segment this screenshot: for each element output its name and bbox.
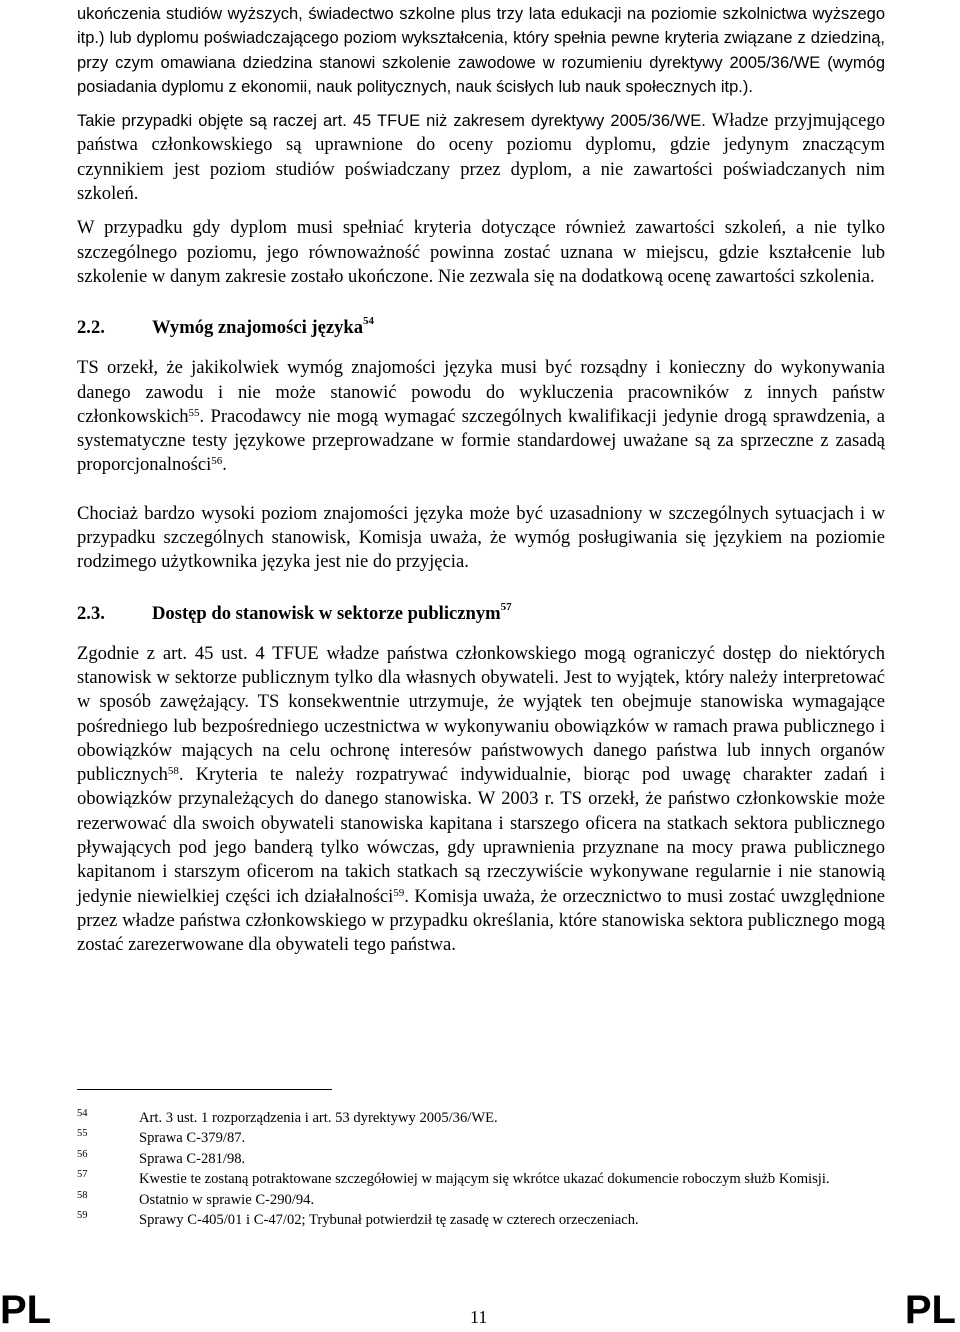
footnote-item bbox=[77, 1108, 885, 1128]
paragraph-text: TS orzekł, że jakikolwiek wymóg znajomości języka musi być rozsądny i konieczny do wykonywania danego zawodu i nie może stanowić powodu do wykluczenia pracowników z innych państw członkowskich bbox=[77, 357, 885, 427]
paragraph-public-sector bbox=[77, 642, 885, 958]
footnote-ref: 59 bbox=[393, 886, 405, 899]
footnote-ref: 56 bbox=[211, 455, 223, 468]
paragraph-text-sans: Takie przypadki objęte są raczej art. 45 TFUE niż zakresem dyrektywy 2005/36/WE. bbox=[77, 112, 706, 131]
paragraph-training-equivalence bbox=[77, 216, 885, 289]
paragraph-text: ukończenia studiów wyższych, świadectwo szkolne plus trzy lata edukacji na poziomie szkolnictwa wyższego itp.) lub dyplomu poświadczającego poziom wykształcenia, który spełnia pewne kryteria związane z dziedziną, przy czym omawiana dziedzina stanowi szkolenie zawodowe w rozumieniu dyrektywy 2005/36/WE (wymóg posiadania dyplomu z ekonomii, nauk politycznych, nauk ścisłych lub nauk społecznych itp.). bbox=[77, 5, 885, 96]
page-number: 11 bbox=[470, 1307, 488, 1327]
footnote-number: 58 bbox=[77, 1189, 88, 1201]
section-title-text: Wymóg znajomości języka bbox=[152, 317, 364, 339]
paragraph-text: . Pracodawcy nie mogą wymagać szczególnych kwalifikacji jedynie drogą sprawdzenia, a systematyczne testy językowe przeprowadzane w formie standardowej uważane są za sprzeczne z zasadą proporcjonalności bbox=[77, 405, 885, 476]
footnotes bbox=[77, 1108, 885, 1230]
footnote-ref: 57 bbox=[500, 600, 512, 613]
footnote-ref: 58 bbox=[167, 765, 179, 778]
paragraph-text-serif: Władze przyjmującego państwa członkowskiego są uprawnione do oceny poziomu dyplomu, gdzie jedynym znaczącym czynnikiem jest poziom studiów poświadczany przez dyplom, a nie zawartości poświadczanych nim szkoleń. bbox=[77, 110, 885, 205]
paragraph-native-level bbox=[77, 502, 885, 575]
paragraph-text: Zgodnie z art. 45 ust. 4 TFUE władze państwa członkowskiego mogą ograniczyć dostęp do niektórych stanowisk w sektorze publicznym tylko dla własnych obywateli. Jest to wyjątek, który należy interpretować w sposób zawężający. TS konsekwentnie utrzymuje, że wyjątek ten obejmuje stanowiska wymagające pośredniego lub bezpośredniego uczestnictwa w wykonywaniu obowiązków w ramach prawa publicznego i obowiązków mających na celu ochronę interesów państwowych danego państwa lub innych organów publicznych bbox=[77, 642, 885, 786]
footnote-text: Sprawy C-405/01 i C-47/02; Trybunał potwierdził tę zasadę w czterech orzeczeniach. bbox=[139, 1212, 639, 1229]
paragraph-diploma-criteria bbox=[77, 2, 885, 99]
footnote-text: Sprawa C-379/87. bbox=[139, 1130, 246, 1147]
section-title-text: Dostęp do stanowisk w sektorze publicznym bbox=[152, 602, 501, 624]
section-title bbox=[152, 316, 374, 340]
footnote-ref: 55 bbox=[188, 406, 200, 419]
paragraph-language-requirement bbox=[77, 356, 885, 477]
footnote-item bbox=[77, 1169, 885, 1189]
document-body bbox=[77, 0, 885, 958]
paragraph-text: . Komisja uważa, że orzecznictwo to musi zostać uwzględnione przez władze państwa członkowskiego w przypadku określania, które stanowiska sektora publicznego mogą zostać zarezerwowane dla obywateli tego państwa. bbox=[77, 885, 885, 956]
footnote-item bbox=[77, 1210, 885, 1230]
section-heading-2-3 bbox=[77, 602, 885, 626]
footnote-number: 55 bbox=[77, 1128, 88, 1140]
footnote-text: Art. 3 ust. 1 rozporządzenia i art. 53 dyrektywy 2005/36/WE. bbox=[139, 1110, 498, 1126]
footnote-ref: 54 bbox=[363, 315, 375, 328]
section-number: 2.2. bbox=[77, 317, 105, 339]
footnote-number: 54 bbox=[77, 1108, 88, 1119]
footnote-text: Kwestie te zostaną potraktowane szczegółowiej w mającym się wkrótce ukazać dokumencie roboczym służb Komisji. bbox=[139, 1171, 830, 1188]
footnote-item bbox=[77, 1149, 885, 1169]
section-title bbox=[152, 602, 512, 626]
footnote-separator bbox=[77, 1089, 332, 1090]
footnote-number: 57 bbox=[77, 1169, 88, 1181]
footnote-number: 56 bbox=[77, 1148, 88, 1160]
paragraph-tfue-scope bbox=[77, 109, 885, 206]
language-code-right: PL bbox=[904, 1288, 956, 1332]
footnote-number: 59 bbox=[77, 1210, 88, 1222]
paragraph-text: W przypadku gdy dyplom musi spełniać kryteria dotyczące również zawartości szkoleń, a nie tylko szczególnego poziomu, jego równoważność powinna zostać uznana w miejscu, gdzie kształcenie lub szkolenie w danym zakresie zostało ukończone. Nie zezwala się na dodatkową ocenę zawartości szkolenia. bbox=[77, 217, 885, 287]
paragraph-text: . bbox=[222, 454, 227, 476]
section-number: 2.3. bbox=[77, 602, 105, 624]
paragraph-text: Chociaż bardzo wysoki poziom znajomości języka może być uzasadniony w szczególnych sytuacjach i w przypadku szczególnych stanowisk, Komisja uważa, że wymóg posługiwania się językiem na poziomie rodzimego użytkownika języka jest nie do przyjęcia. bbox=[77, 502, 885, 573]
footnote-text: Ostatnio w sprawie C-290/94. bbox=[139, 1191, 315, 1208]
language-code-left: PL bbox=[0, 1288, 52, 1332]
section-heading-2-2 bbox=[77, 316, 885, 340]
paragraph-text: . Kryteria te należy rozpatrywać indywidualnie, biorąc pod uwagę charakter zadań i obowiązków przynależących do danego stanowiska. W 2003 r. TS orzekł, że państwo członkowskie może rezerwować dla swoich obywateli stanowiska kapitana i starszego oficera na statkach sektora publicznego pływających pod jego banderą tylko wówczas, gdy uprawnienia przyznane na mocy prawa publicznego kapitanom i starszym oficerom na takich statkach są rzeczywiście wykonywane regularnie i nie stanowią jedynie niewielkiej części ich działalności bbox=[77, 764, 885, 907]
footnote-text: Sprawa C-281/98. bbox=[139, 1150, 246, 1167]
footnote-item bbox=[77, 1190, 885, 1210]
footnote-item bbox=[77, 1128, 885, 1148]
